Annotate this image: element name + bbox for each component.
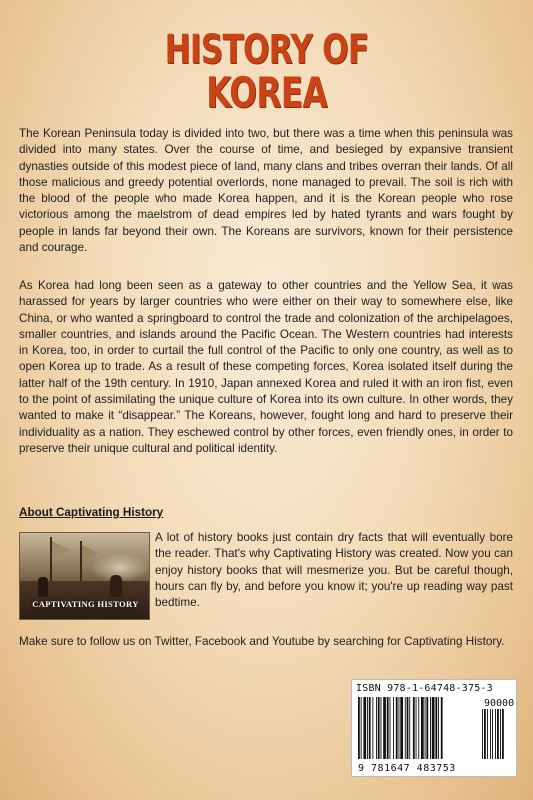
about-heading: About Captivating History	[19, 506, 164, 519]
logo-text: CAPTIVATING HISTORY	[32, 599, 139, 609]
barcode-bars	[356, 697, 514, 763]
book-title-line1: HISTORY OF	[164, 27, 369, 73]
isbn-label: ISBN 978-1-64748-375-3	[356, 683, 493, 694]
intro-paragraph-1: The Korean Peninsula today is divided into two, but there was a time when this peninsula was divided into many states. Over the course of time, and besieged by expansive transient dynasties outside of this modest piece of land, many clans and tribes overran their lands. Of all those malicious and greedy potential overlords, none managed to prevail. The soil is rich with the blood of the people who made Korea happen, and it is the Korean people who rose victorious among the maelstrom of dead empires led by hated tyrants and wars fought by people in lands far beyond their own. The Koreans are survivors, known for their persistence and courage.	[19, 127, 513, 255]
isbn-barcode	[351, 679, 517, 777]
price-code: 90000	[484, 698, 514, 709]
about-paragraph: A lot of history books just contain dry facts that will eventually bore the reader. That's why Captivating History was created. Now you can enjoy history books that will mesmerize you. But be careful though, hours can fly by, and before you know it; you're up reading way past bedtime.	[155, 531, 513, 610]
intro-paragraph-2: As Korea had long been seen as a gateway to other countries and the Yellow Sea, it was harassed for years by larger countries who were either on their way to somewhere else, like China, or who wanted a springboard to control the trade and colonization of the archipelagoes, smaller countries, and islands around the Pacific Ocean. The Western countries had interests in Korea, too, in order to curtail the full control of the Pacific to only one country, as well as to open Korea up to trade. As a result of these competing forces, Korea isolated itself during the latter half of the 19th century. In 1910, Japan annexed Korea and ruled it with an iron fist, even to the point of assimilating the unique culture of Korea into its own culture. In other words, they wanted to make it “disappear.” The Koreans, however, fought long and hard to preserve their individuality as a nation. They eschewed control by other forces, even friendly ones, in order to preserve their unique cultural and political identity.	[19, 279, 513, 455]
barcode-number: 9 781647 483753	[358, 763, 456, 774]
follow-text: Make sure to follow us on Twitter, Facebook and Youtube by searching for Captivating History.	[19, 635, 505, 648]
captivating-history-logo-image	[19, 532, 150, 620]
book-title-line2: KOREA	[206, 68, 327, 117]
